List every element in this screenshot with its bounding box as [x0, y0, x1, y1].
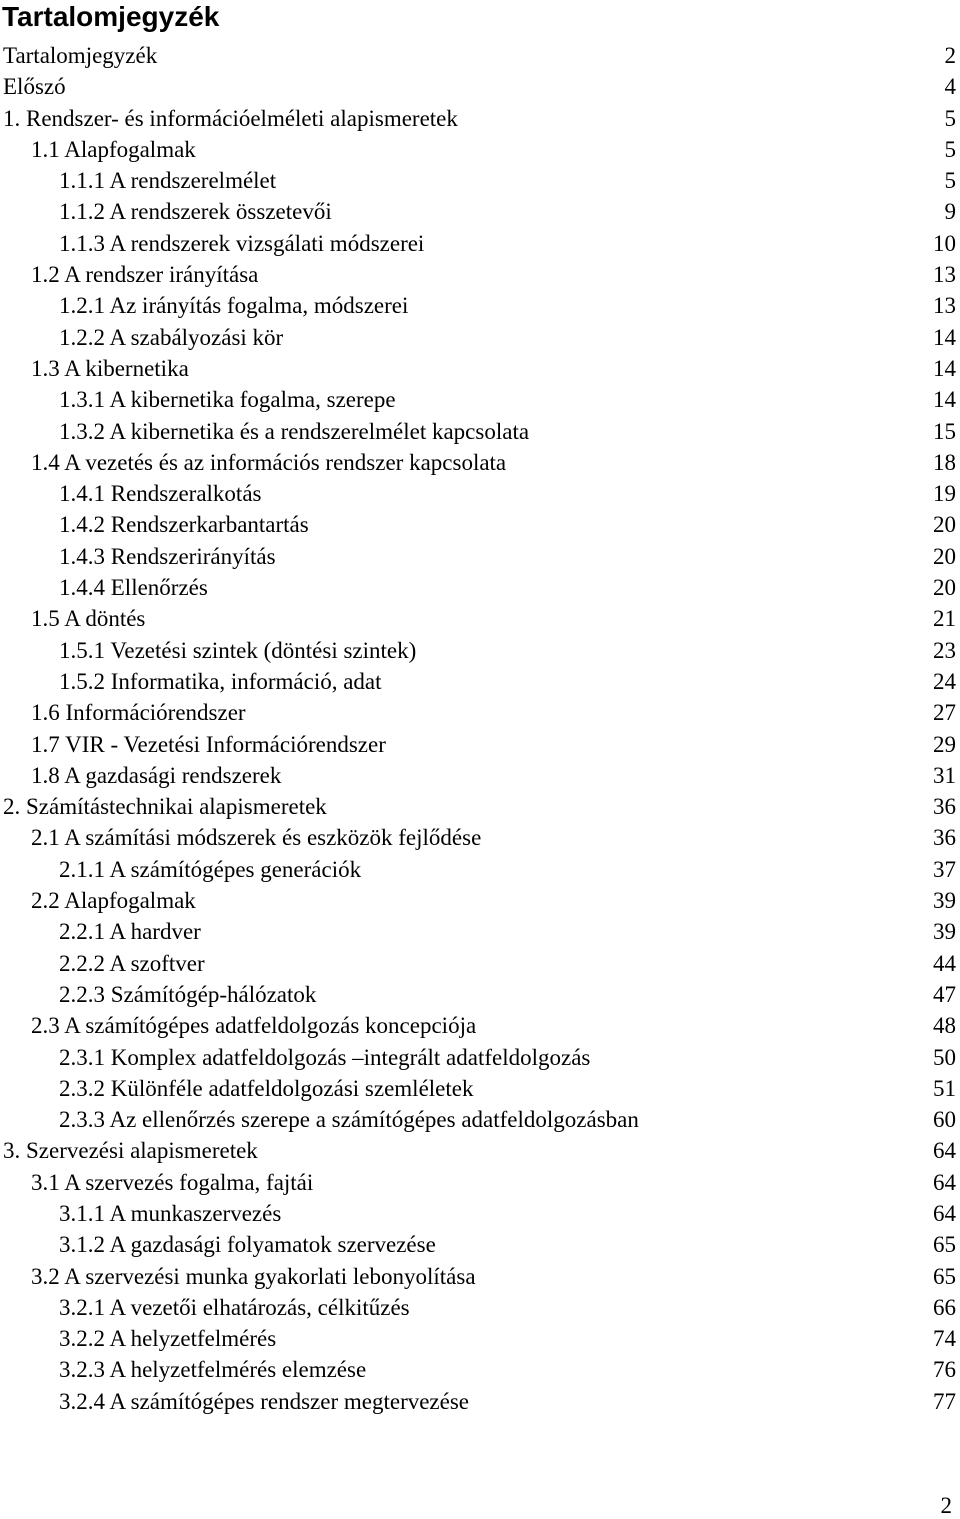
toc-entry[interactable] — [0, 854, 960, 885]
toc-entry-label: 3.1 A szervezés fogalma, fajtái — [31, 1169, 314, 1195]
toc-entry-label: 3.1.1 A munkaszervezés — [59, 1200, 282, 1226]
dot-leader — [460, 125, 941, 126]
toc-entry[interactable] — [0, 635, 960, 666]
toc-entry-label: 3. Szervezési alapismeretek — [3, 1138, 258, 1164]
toc-entry-page: 36 — [933, 825, 956, 851]
toc-entry[interactable] — [0, 1167, 960, 1198]
toc-entry-label: 1.4.4 Ellenőrzés — [59, 575, 208, 601]
toc-entry-page: 64 — [933, 1200, 956, 1226]
toc-entry-page: 66 — [933, 1294, 956, 1320]
toc-entry-page: 39 — [933, 919, 956, 945]
toc-entry[interactable] — [0, 416, 960, 447]
toc-entry-page: 39 — [933, 888, 956, 914]
dot-leader — [147, 625, 929, 626]
dot-leader — [412, 1314, 929, 1315]
toc-entry[interactable] — [0, 1135, 960, 1166]
dot-leader — [207, 970, 929, 971]
dot-leader — [315, 1189, 929, 1190]
toc-entry-page: 21 — [933, 606, 956, 632]
toc-entry-label: 1.4.1 Rendszeralkotás — [59, 481, 262, 507]
toc-entry-page: 29 — [933, 731, 956, 757]
toc-entry[interactable] — [0, 1104, 960, 1135]
toc-entry[interactable] — [0, 541, 960, 572]
toc-entry-label: Tartalomjegyzék — [3, 43, 158, 68]
toc-entry-page: 20 — [933, 512, 956, 538]
dot-leader — [398, 406, 929, 407]
toc-entry-page: 23 — [933, 637, 956, 663]
toc-entry-label: 2.3.2 Különféle adatfeldolgozási szemléletek — [59, 1075, 474, 1101]
toc-entry-label: 1.5.2 Informatika, információ, adat — [59, 668, 382, 694]
toc-entry-page: 9 — [944, 199, 956, 225]
toc-entry-page: 4 — [944, 74, 956, 100]
dot-leader — [278, 1345, 929, 1346]
toc-entry[interactable] — [0, 948, 960, 979]
dot-leader — [283, 1220, 929, 1221]
toc-entry-label: 2.2.2 A szoftver — [59, 950, 205, 976]
dot-leader — [531, 438, 929, 439]
toc-entry[interactable] — [0, 1073, 960, 1104]
toc-entry[interactable] — [0, 1229, 960, 1260]
dot-leader — [418, 657, 929, 658]
toc-entry[interactable] — [0, 1386, 960, 1417]
toc-entry-label: 1.3.1 A kibernetika fogalma, szerepe — [59, 387, 396, 413]
dot-leader — [384, 688, 929, 689]
dot-leader — [471, 1408, 929, 1409]
dot-leader — [283, 782, 929, 783]
toc-entry[interactable] — [0, 196, 960, 227]
toc-entry-label: Előszó — [3, 74, 66, 100]
dot-leader — [278, 563, 929, 564]
toc-entry-page: 36 — [933, 794, 956, 820]
toc-entry-page: 24 — [933, 668, 956, 694]
toc-entry[interactable] — [0, 979, 960, 1010]
toc-entry[interactable] — [0, 478, 960, 509]
toc-entry-page: 27 — [933, 700, 956, 726]
toc-entry-page: 2 — [944, 43, 956, 68]
toc-entry-page: 47 — [933, 981, 956, 1007]
toc-entry-label: 3.2.2 A helyzetfelmérés — [59, 1326, 277, 1352]
dot-leader — [260, 281, 929, 282]
toc-entry[interactable] — [0, 40, 960, 71]
toc-entry[interactable] — [0, 290, 960, 321]
toc-entry[interactable] — [0, 228, 960, 259]
toc-entry[interactable] — [0, 697, 960, 728]
toc-entry[interactable] — [0, 603, 960, 634]
toc-entry-label: 1.5.1 Vezetési szintek (döntési szintek) — [59, 637, 417, 663]
toc-entry-page: 51 — [933, 1075, 956, 1101]
toc-entry[interactable] — [0, 509, 960, 540]
toc-entry-label: 2. Számítástechnikai alapismeretek — [3, 794, 327, 820]
toc-entry-label: 2.3.1 Komplex adatfeldolgozás –integrált adatfeldolgozás — [59, 1044, 591, 1070]
toc-entry-label: 3.2.1 A vezetői elhatározás, célkitűzés — [59, 1294, 410, 1320]
toc-entry[interactable] — [0, 1010, 960, 1041]
toc-entry-page: 20 — [933, 575, 956, 601]
toc-entry-page: 44 — [933, 950, 956, 976]
dot-leader — [203, 938, 929, 939]
toc-entry-label: 2.2 Alapfogalmak — [31, 888, 196, 914]
toc-entry-page: 13 — [933, 293, 956, 319]
dot-leader — [508, 469, 929, 470]
toc-entry-page: 5 — [944, 105, 956, 131]
dot-leader — [191, 375, 929, 376]
toc-entry[interactable] — [0, 1323, 960, 1354]
toc-entry-label: 1.4.3 Rendszerirányítás — [59, 543, 276, 569]
dot-leader — [159, 62, 940, 63]
dot-leader — [285, 344, 929, 345]
toc-entry[interactable] — [0, 729, 960, 760]
toc-entry[interactable] — [0, 885, 960, 916]
toc-entry-page: 76 — [933, 1357, 956, 1383]
dot-leader — [475, 1095, 929, 1096]
toc-entry[interactable] — [0, 384, 960, 415]
dot-leader — [388, 751, 929, 752]
dot-leader — [198, 907, 929, 908]
toc-entry-label: 2.3.3 Az ellenőrzés szerepe a számítógépes adatfeldolgozásban — [59, 1107, 639, 1133]
toc-entry-label: 1.4.2 Rendszerkarbantartás — [59, 512, 309, 538]
toc-entry[interactable] — [0, 760, 960, 791]
toc-entry-label: 3.2 A szervezési munka gyakorlati lebonyolítása — [31, 1263, 476, 1289]
toc-entry[interactable] — [0, 322, 960, 353]
toc-entry-label: 1.4 A vezetés és az információs rendszer kapcsolata — [31, 449, 507, 475]
toc-entry-label: 2.1 A számítási módszerek és eszközök fejlődése — [31, 825, 482, 851]
toc-entry-page: 74 — [933, 1326, 956, 1352]
dot-leader — [483, 844, 929, 845]
toc-entry[interactable] — [0, 822, 960, 853]
toc-entry-page: 14 — [933, 387, 956, 413]
page-number: 2 — [940, 1493, 952, 1518]
toc-entry-page: 77 — [933, 1388, 956, 1414]
toc-entry-page: 65 — [933, 1263, 956, 1289]
toc-entry-label: 2.3 A számítógépes adatfeldolgozás koncepciója — [31, 1013, 477, 1039]
page-title: Tartalomjegyzék — [2, 1, 220, 32]
toc-entry-label: 3.2.3 A helyzetfelmérés elemzése — [59, 1357, 367, 1383]
dot-leader — [478, 1283, 929, 1284]
toc-entry-label: 1.3.2 A kibernetika és a rendszerelmélet kapcsolata — [59, 418, 530, 444]
toc-entry-page: 60 — [933, 1107, 956, 1133]
toc-entry-page: 31 — [933, 762, 956, 788]
dot-leader — [438, 1251, 929, 1252]
toc-entry[interactable] — [0, 1354, 960, 1385]
toc-entry-label: 1.2 A rendszer irányítása — [31, 262, 259, 288]
dot-leader — [263, 500, 929, 501]
dot-leader — [210, 594, 929, 595]
toc-entry-page: 20 — [933, 543, 956, 569]
toc-entry-label: 1. Rendszer- és információelméleti alapismeretek — [3, 105, 458, 131]
toc-entry[interactable] — [0, 259, 960, 290]
toc-entry-page: 18 — [933, 449, 956, 475]
dot-leader — [68, 93, 941, 94]
toc-entry-page: 50 — [933, 1044, 956, 1070]
toc-entry[interactable] — [0, 1198, 960, 1229]
toc-entry-page: 5 — [944, 168, 956, 194]
toc-entry[interactable] — [0, 572, 960, 603]
dot-leader — [641, 1126, 929, 1127]
toc-entry-label: 1.5 A döntés — [31, 606, 146, 632]
toc-entry-label: 3.2.4 A számítógépes rendszer megtervezése — [59, 1388, 470, 1414]
toc-entry-label: 1.1.1 A rendszerelmélet — [59, 168, 277, 194]
toc-entry[interactable] — [0, 103, 960, 134]
dot-leader — [368, 1376, 929, 1377]
dot-leader — [363, 876, 929, 877]
toc-entry-label: 1.1.2 A rendszerek összetevői — [59, 199, 332, 225]
toc-entry-page: 14 — [933, 324, 956, 350]
toc-entry[interactable] — [0, 353, 960, 384]
toc-entry[interactable] — [0, 1042, 960, 1073]
toc-entry[interactable] — [0, 916, 960, 947]
toc-entry-page: 19 — [933, 481, 956, 507]
dot-leader — [248, 719, 929, 720]
toc-entry-label: 1.3 A kibernetika — [31, 355, 189, 381]
dot-leader — [426, 250, 929, 251]
table-of-contents — [0, 40, 960, 1417]
toc-entry-label: 3.1.2 A gazdasági folyamatok szervezése — [59, 1232, 436, 1258]
toc-entry-label: 1.2.2 A szabályozási kör — [59, 324, 284, 350]
dot-leader — [334, 218, 941, 219]
toc-entry-label: 1.8 A gazdasági rendszerek — [31, 762, 282, 788]
toc-entry[interactable] — [0, 666, 960, 697]
toc-entry-page: 37 — [933, 856, 956, 882]
toc-entry-page: 65 — [933, 1232, 956, 1258]
dot-leader — [318, 1001, 929, 1002]
dot-leader — [478, 1032, 929, 1033]
toc-entry[interactable] — [0, 447, 960, 478]
toc-entry-label: 1.6 Információrendszer — [31, 700, 246, 726]
dot-leader — [329, 813, 929, 814]
toc-entry-page: 15 — [933, 418, 956, 444]
toc-entry[interactable] — [0, 71, 960, 102]
toc-entry-page: 48 — [933, 1013, 956, 1039]
dot-leader — [592, 1064, 929, 1065]
toc-entry-page: 64 — [933, 1169, 956, 1195]
dot-leader — [311, 531, 929, 532]
toc-entry-label: 1.1.3 A rendszerek vizsgálati módszerei — [59, 230, 425, 256]
toc-entry-page: 10 — [933, 230, 956, 256]
toc-entry-page: 14 — [933, 355, 956, 381]
toc-entry-label: 1.1 Alapfogalmak — [31, 136, 196, 162]
toc-entry[interactable] — [0, 134, 960, 165]
toc-entry[interactable] — [0, 791, 960, 822]
toc-entry-page: 64 — [933, 1138, 956, 1164]
toc-entry-label: 2.2.1 A hardver — [59, 919, 201, 945]
toc-entry-label: 2.2.3 Számítógép-hálózatok — [59, 981, 317, 1007]
dot-leader — [410, 312, 929, 313]
toc-entry-label: 1.7 VIR - Vezetési Információrendszer — [31, 731, 386, 757]
toc-entry-page: 5 — [944, 136, 956, 162]
toc-entry-label: 2.1.1 A számítógépes generációk — [59, 856, 362, 882]
toc-entry[interactable] — [0, 1261, 960, 1292]
dot-leader — [278, 187, 940, 188]
dot-leader — [260, 1157, 929, 1158]
dot-leader — [198, 156, 941, 157]
toc-entry-page: 13 — [933, 262, 956, 288]
toc-entry[interactable] — [0, 165, 960, 196]
toc-entry-label: 1.2.1 Az irányítás fogalma, módszerei — [59, 293, 409, 319]
toc-entry[interactable] — [0, 1292, 960, 1323]
